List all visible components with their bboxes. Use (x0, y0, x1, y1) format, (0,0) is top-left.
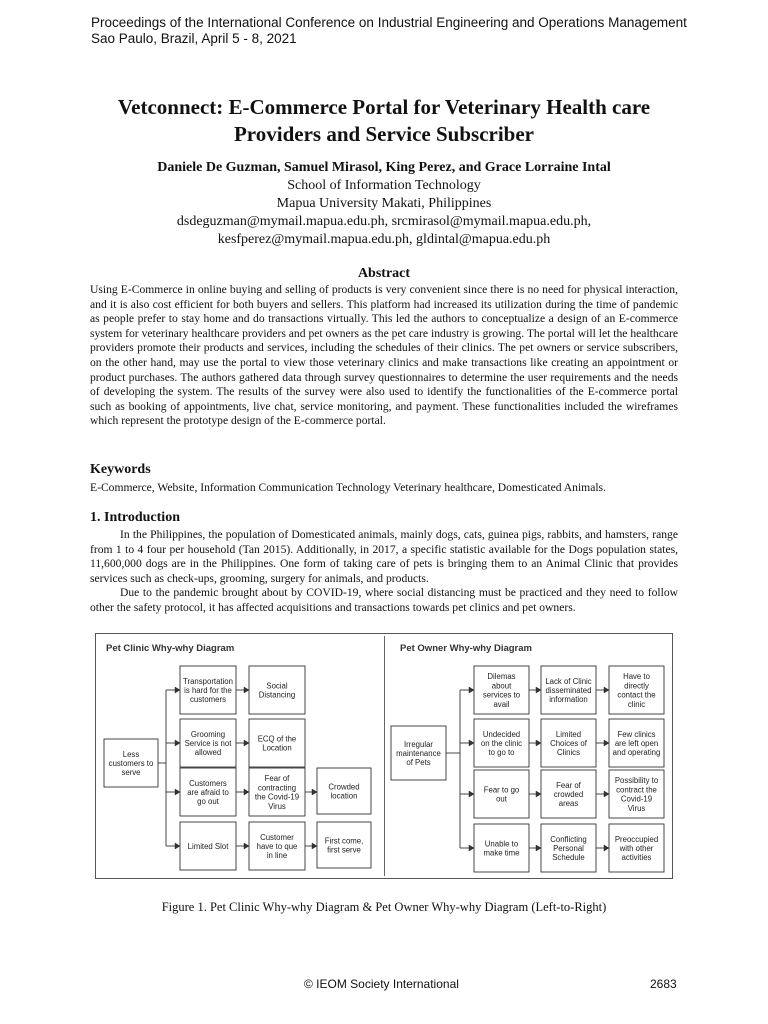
left-reason-3-text: Fear of (264, 774, 290, 784)
introduction-heading: 1. Introduction (90, 510, 180, 525)
right-root-cause-4-text: Preoccupied (614, 834, 659, 844)
left-cause-2-text: Grooming (190, 729, 226, 739)
left-root-cause-2-text: first serve (327, 845, 361, 855)
right-cause-4-text: make time (483, 848, 520, 858)
left-root-box-text: serve (121, 768, 141, 778)
page-number: 2683 (650, 977, 677, 991)
left-root-box-text: customers to (108, 759, 154, 768)
right-link-final-2-head (604, 740, 609, 746)
left-cause-1-text: customers (190, 695, 226, 705)
affiliation-university: Mapua University Makati, Philippines (276, 196, 492, 211)
right-diagram-title: Pet Owner Why-why Diagram (400, 643, 532, 654)
right-root-cause-1-text: clinic (627, 699, 646, 709)
right-reason-3-text: Fear of (556, 780, 581, 790)
left-link-2-head (244, 740, 249, 746)
right-root-cause-3-text: Possibility to (614, 776, 659, 786)
left-cause-3-text: Customers (189, 778, 227, 788)
intro-paragraph-1: In the Philippines, the population of Domesticated animals, mainly dogs, cats, guinea pigs, rabbits, and hamsters, range from 1 to 4 four per household (Tan 2015). Additionally, in 2017, a specific statistic available for the Dogs population states, 11,600,000 dogs are in the Philippines. One form of taking care of pets is bringing them to an Animal Clinic that provides services such as check-ups, grooming, surgery for animals, and products. (90, 528, 678, 585)
authors: Daniele De Guzman, Samuel Mirasol, King Perez, and Grace Lorraine Intal (157, 160, 611, 175)
title-line-1: Vetconnect: E-Commerce Portal for Veterinary Health care (117, 95, 651, 119)
left-cause-3-text: go out (197, 797, 219, 807)
left-link-final-1-head (312, 789, 317, 795)
left-link-3-head (244, 789, 249, 795)
left-link-1-head (244, 687, 249, 693)
right-link-4-head (536, 845, 541, 851)
left-reason-1-text: Social (266, 681, 288, 691)
right-reason-1-text: Lack of Clinic (545, 676, 592, 686)
right-reason-3-text: areas (558, 799, 579, 809)
right-link-final-4-head (604, 845, 609, 851)
right-cause-2-text: Undecided (482, 729, 521, 739)
right-cause-1-text: Dilemas (487, 672, 516, 682)
right-link-1-head (536, 687, 541, 693)
left-branch-3-head (175, 789, 180, 795)
right-reason-4-text: Schedule (552, 853, 585, 863)
right-branch-1-head (469, 687, 474, 693)
right-root-cause-3-text: Virus (627, 803, 646, 813)
right-root-cause-2-text: and operating (612, 748, 661, 758)
left-reason-4-text: in line (266, 851, 288, 861)
left-root-cause-1-text: location (330, 791, 358, 801)
left-reason-3-text: Virus (268, 801, 286, 811)
left-root-cause-1-text: Crowded (328, 782, 360, 792)
right-root-cause-3-text: contract the (616, 785, 657, 795)
left-reason-3-text: contracting (257, 783, 297, 793)
right-root-box-text: Irregular (403, 739, 434, 749)
abstract-heading: Abstract (357, 266, 411, 281)
right-link-2-head (536, 740, 541, 746)
right-cause-2-text: to go to (488, 748, 515, 758)
right-link-final-1-head (604, 687, 609, 693)
intro-paragraph-2: Due to the pandemic brought about by COVID-19, where social distancing must be practiced and they need to follow other the safety protocol, it has affected acquisitions and transactions towards pet clinics and pet owners. (90, 586, 678, 614)
right-cause-1-text: avail (493, 699, 510, 709)
right-root-cause-1-text: Have to (623, 672, 650, 682)
right-reason-2-text: Choices of (550, 739, 587, 748)
author-emails-2: kesfperez@mymail.mapua.edu.ph, gldintal@mapua.edu.ph (217, 232, 551, 247)
left-reason-4-text: Customer (260, 832, 294, 842)
right-cause-3-text: out (496, 794, 507, 804)
right-reason-1-text: disseminated (545, 686, 592, 695)
right-root-cause-1-text: contact the (617, 690, 656, 700)
right-root-box-text: maintenance (396, 749, 441, 758)
left-reason-1-text: Distancing (258, 690, 296, 700)
left-reason-2-text: ECQ of the (257, 734, 297, 744)
right-reason-3-text: crowded (553, 790, 584, 799)
title-line-2: Providers and Service Subscriber (233, 122, 534, 146)
author-emails-1: dsdeguzman@mymail.mapua.edu.ph, srcmirasol@mymail.mapua.edu.ph, (176, 214, 592, 229)
left-reason-4-text: have to que (256, 842, 298, 851)
left-branch-1-head (175, 687, 180, 693)
left-cause-1-text: Transportation (183, 676, 233, 686)
left-cause-3-text: are afraid to (187, 788, 229, 797)
right-branch-3-head (469, 791, 474, 797)
right-branch-4-head (469, 845, 474, 851)
right-root-cause-4-text: with other (619, 844, 654, 853)
right-link-3-head (536, 791, 541, 797)
right-cause-1-text: services to (482, 690, 521, 700)
affiliation-school: School of Information Technology (287, 178, 481, 193)
right-cause-3-text: Fear to go (483, 785, 520, 795)
right-reason-2-text: Limited (555, 729, 582, 739)
footer-copyright: © IEOM Society International (304, 977, 459, 991)
figure-caption: Figure 1. Pet Clinic Why-why Diagram & Pet Owner Why-why Diagram (Left-to-Right) (161, 900, 607, 914)
left-root-cause-2-text: First come, (324, 836, 364, 846)
left-reason-2-text: Location (262, 743, 292, 753)
left-branch-2-head (175, 740, 180, 746)
right-root-cause-1-text: directly (624, 681, 649, 691)
keywords-heading: Keywords (90, 462, 151, 477)
left-reason-3-text: the Covid-19 (254, 792, 300, 802)
left-root-box-text: Less (122, 749, 140, 759)
left-branch-4-head (175, 843, 180, 849)
right-branch-2-head (469, 740, 474, 746)
conference-name: Proceedings of the International Conference on Industrial Engineering and Operations Management (91, 15, 687, 30)
keywords-text: E-Commerce, Website, Information Communication Technology Veterinary healthcare, Domesticated Animals. (90, 481, 606, 494)
right-reason-1-text: information (549, 695, 588, 705)
right-root-box-text: of Pets (406, 758, 431, 768)
conference-location: Sao Paulo, Brazil, April 5 - 8, 2021 (91, 31, 297, 46)
right-root-cause-2-text: are left open (614, 739, 659, 748)
abstract-text: Using E-Commerce in online buying and selling of products is very convenient since there is no need for physical interaction, and it is also cost efficient for both buyers and sellers. This platform had increased its utilization during the time of pandemic as people prefer to stay home and do transactions virtually. This led the authors to conceptualize a design of an E-commerce system for veterinary healthcare providers and pet owners as the pet care industry is growing. The portal will let the healthcare providers promote their products and services, including the schedules of their clinics. The pet owners or service subscribers, on the other hand, may use the portal to view those veterinary clinics and make transactions like creating an appointment or product purchases. The authors gathered data through survey questionnaires to determine the user requirements and the needs of developing the system. The results of the survey were also used to identify the functionalities of the E-commerce portal such as booking of appointments, live chat, service monitoring, and payment. These functionalities included the wireframes which represent the prototype design of the E-commerce portal. (90, 283, 678, 428)
left-link-final-2-head (312, 843, 317, 849)
right-cause-4-text: Unable to (484, 839, 519, 849)
right-root-cause-3-text: Covid-19 (620, 794, 653, 804)
left-cause-2-text: allowed (194, 748, 222, 758)
right-link-final-3-head (604, 791, 609, 797)
left-cause-2-text: Service is not (184, 739, 232, 748)
right-root-cause-4-text: activities (621, 853, 652, 863)
right-cause-1-text: about (491, 681, 512, 691)
right-reason-4-text: Personal (553, 844, 584, 853)
right-cause-2-text: on the clinic (480, 739, 523, 748)
left-diagram-title: Pet Clinic Why-why Diagram (106, 643, 235, 654)
right-reason-4-text: Conflicting (550, 834, 587, 844)
left-cause-4-text: Limited Slot (187, 842, 229, 851)
right-reason-2-text: Clinics (557, 748, 580, 758)
left-cause-1-text: is hard for the (184, 686, 232, 695)
left-link-4-head (244, 843, 249, 849)
right-root-cause-2-text: Few clinics (617, 729, 656, 739)
